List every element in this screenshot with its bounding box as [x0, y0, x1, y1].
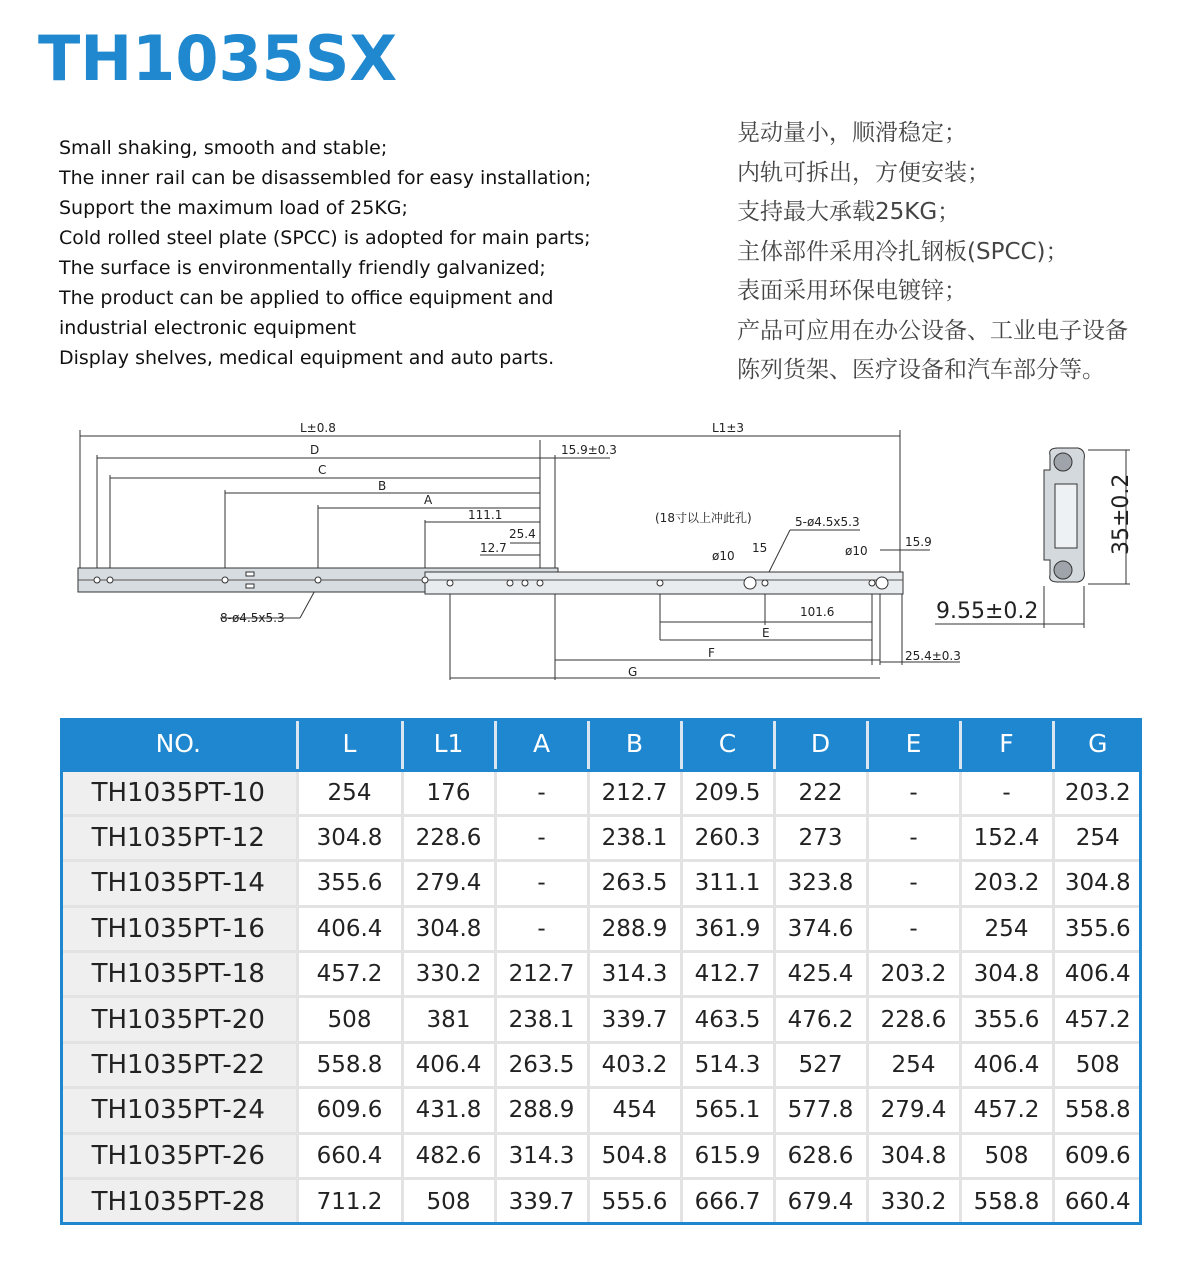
- feature-cn: 内轨可拆出，方便安装；: [737, 159, 990, 186]
- feature-en: The product can be applied to office equipment and: [59, 287, 554, 309]
- value-cell: 176: [402, 770, 495, 815]
- value-cell: 406.4: [1053, 952, 1141, 997]
- value-cell: -: [867, 861, 960, 906]
- value-cell: 254: [1053, 815, 1141, 860]
- value-cell: 355.6: [1053, 906, 1141, 951]
- value-cell: -: [867, 906, 960, 951]
- feature-cn: 主体部件采用冷扎钢板(SPCC)；: [737, 238, 1069, 265]
- feature-en: industrial electronic equipment: [59, 317, 357, 339]
- value-cell: 304.8: [960, 952, 1053, 997]
- dim-15-9-a: 15.9±0.3: [561, 443, 617, 457]
- table-row: [61, 1042, 1141, 1087]
- value-cell: -: [495, 906, 588, 951]
- value-cell: 454: [588, 1088, 681, 1133]
- dim-15-9-b: 15.9: [905, 535, 932, 549]
- value-cell: 374.6: [774, 906, 867, 951]
- dim-phi10-a: ø10: [712, 549, 735, 563]
- header-d: D: [774, 719, 867, 770]
- value-cell: 203.2: [960, 861, 1053, 906]
- value-cell: 508: [402, 1179, 495, 1224]
- model-cell: TH1035PT-12: [61, 815, 297, 860]
- value-cell: -: [495, 815, 588, 860]
- value-cell: 482.6: [402, 1133, 495, 1178]
- value-cell: 254: [960, 906, 1053, 951]
- value-cell: 288.9: [588, 906, 681, 951]
- value-cell: 666.7: [681, 1179, 774, 1224]
- value-cell: 228.6: [402, 815, 495, 860]
- table-row: [61, 1179, 1141, 1224]
- dim-L1: L1±3: [712, 421, 745, 435]
- value-cell: -: [867, 815, 960, 860]
- value-cell: 406.4: [960, 1042, 1053, 1087]
- value-cell: 431.8: [402, 1088, 495, 1133]
- feature-cn: 陈列货架、医疗设备和汽车部分等。: [737, 357, 1105, 383]
- header-a: A: [495, 719, 588, 770]
- value-cell: 425.4: [774, 952, 867, 997]
- model-cell: TH1035PT-24: [61, 1088, 297, 1133]
- header-g: G: [1053, 719, 1141, 770]
- table-row: [61, 1088, 1141, 1133]
- model-cell: TH1035PT-28: [61, 1179, 297, 1224]
- value-cell: 279.4: [402, 861, 495, 906]
- header-e: E: [867, 719, 960, 770]
- features-chinese: [737, 114, 1197, 391]
- value-cell: 263.5: [495, 1042, 588, 1087]
- table-header-row: [61, 719, 1141, 770]
- feature-en: Display shelves, medical equipment and auto parts.: [59, 347, 555, 369]
- value-cell: 304.8: [402, 906, 495, 951]
- spec-table: [61, 719, 1141, 1224]
- header-l1: L1: [402, 719, 495, 770]
- dim-101-6: 101.6: [800, 605, 835, 619]
- dim-F: F: [708, 646, 715, 660]
- feature-cn: 晃动量小，顺滑稳定；: [737, 120, 967, 146]
- dim-111-1: 111.1: [468, 508, 503, 522]
- value-cell: -: [495, 861, 588, 906]
- dim-width: 9.55±0.2: [936, 599, 1039, 624]
- model-cell: TH1035PT-20: [61, 997, 297, 1042]
- dim-D: D: [310, 443, 320, 457]
- value-cell: 238.1: [495, 997, 588, 1042]
- value-cell: 279.4: [867, 1088, 960, 1133]
- value-cell: 508: [1053, 1042, 1141, 1087]
- dim-8-holes: 8-ø4.5x5.3: [220, 611, 285, 625]
- dim-5-holes: 5-ø4.5x5.3: [795, 515, 860, 529]
- note-18in: (18寸以上冲此孔): [655, 511, 752, 525]
- dim-L: L±0.8: [300, 421, 336, 435]
- table-row: [61, 1133, 1141, 1178]
- value-cell: 314.3: [588, 952, 681, 997]
- value-cell: 330.2: [867, 1179, 960, 1224]
- dim-G: G: [628, 665, 638, 679]
- dim-height: 35±0.2: [1109, 473, 1134, 555]
- value-cell: 260.3: [681, 815, 774, 860]
- header-no: NO.: [61, 719, 297, 770]
- table-row: [61, 906, 1141, 951]
- feature-cn: 产品可应用在办公设备、工业电子设备: [737, 317, 1128, 344]
- value-cell: 355.6: [297, 861, 402, 906]
- table-row: [61, 815, 1141, 860]
- value-cell: 609.6: [1053, 1133, 1141, 1178]
- product-title: TH1035SX: [38, 22, 398, 95]
- header-l: L: [297, 719, 402, 770]
- header-b: B: [588, 719, 681, 770]
- value-cell: 152.4: [960, 815, 1053, 860]
- feature-en: Small shaking, smooth and stable;: [59, 137, 388, 159]
- value-cell: -: [495, 770, 588, 815]
- value-cell: 314.3: [495, 1133, 588, 1178]
- table-row: [61, 861, 1141, 906]
- value-cell: 457.2: [1053, 997, 1141, 1042]
- value-cell: 212.7: [495, 952, 588, 997]
- value-cell: 238.1: [588, 815, 681, 860]
- value-cell: 660.4: [297, 1133, 402, 1178]
- value-cell: 508: [297, 997, 402, 1042]
- value-cell: 263.5: [588, 861, 681, 906]
- value-cell: -: [867, 770, 960, 815]
- value-cell: 558.8: [297, 1042, 402, 1087]
- feature-en: Cold rolled steel plate (SPCC) is adopted for main parts;: [59, 227, 591, 249]
- model-cell: TH1035PT-16: [61, 906, 297, 951]
- value-cell: 288.9: [495, 1088, 588, 1133]
- value-cell: 679.4: [774, 1179, 867, 1224]
- value-cell: 463.5: [681, 997, 774, 1042]
- value-cell: 381: [402, 997, 495, 1042]
- dim-phi10-b: ø10: [845, 544, 868, 558]
- value-cell: 222: [774, 770, 867, 815]
- value-cell: 339.7: [495, 1179, 588, 1224]
- value-cell: 406.4: [297, 906, 402, 951]
- feature-en: The inner rail can be disassembled for easy installation;: [59, 167, 592, 189]
- value-cell: 355.6: [960, 997, 1053, 1042]
- value-cell: 273: [774, 815, 867, 860]
- value-cell: 203.2: [867, 952, 960, 997]
- value-cell: 558.8: [960, 1179, 1053, 1224]
- value-cell: 628.6: [774, 1133, 867, 1178]
- model-cell: TH1035PT-10: [61, 770, 297, 815]
- header-c: C: [681, 719, 774, 770]
- feature-cn: 表面采用环保电镀锌；: [737, 278, 967, 304]
- value-cell: 565.1: [681, 1088, 774, 1133]
- value-cell: 209.5: [681, 770, 774, 815]
- value-cell: 615.9: [681, 1133, 774, 1178]
- dim-E: E: [762, 626, 770, 640]
- dim-25-4: 25.4: [509, 527, 536, 541]
- value-cell: 514.3: [681, 1042, 774, 1087]
- value-cell: -: [960, 770, 1053, 815]
- value-cell: 254: [867, 1042, 960, 1087]
- value-cell: 339.7: [588, 997, 681, 1042]
- technical-drawing: [0, 400, 1200, 700]
- value-cell: 311.1: [681, 861, 774, 906]
- header-f: F: [960, 719, 1053, 770]
- value-cell: 577.8: [774, 1088, 867, 1133]
- feature-en: The surface is environmentally friendly galvanized;: [59, 257, 546, 279]
- value-cell: 609.6: [297, 1088, 402, 1133]
- value-cell: 711.2: [297, 1179, 402, 1224]
- model-cell: TH1035PT-14: [61, 861, 297, 906]
- table-row: [61, 770, 1141, 815]
- table-row: [61, 997, 1141, 1042]
- dim-C: C: [318, 463, 327, 477]
- value-cell: 403.2: [588, 1042, 681, 1087]
- value-cell: 457.2: [960, 1088, 1053, 1133]
- value-cell: 508: [960, 1133, 1053, 1178]
- value-cell: 228.6: [867, 997, 960, 1042]
- value-cell: 412.7: [681, 952, 774, 997]
- table-row: [61, 952, 1141, 997]
- value-cell: 203.2: [1053, 770, 1141, 815]
- dim-B: B: [378, 479, 387, 493]
- dim-A: A: [424, 493, 433, 507]
- value-cell: 476.2: [774, 997, 867, 1042]
- value-cell: 304.8: [867, 1133, 960, 1178]
- model-cell: TH1035PT-26: [61, 1133, 297, 1178]
- value-cell: 304.8: [297, 815, 402, 860]
- dim-12-7: 12.7: [480, 541, 507, 555]
- dim-25-4-b: 25.4±0.3: [905, 649, 961, 663]
- value-cell: 212.7: [588, 770, 681, 815]
- features-english: [59, 133, 699, 373]
- value-cell: 254: [297, 770, 402, 815]
- dim-15: 15: [752, 541, 768, 555]
- value-cell: 304.8: [1053, 861, 1141, 906]
- feature-cn: 支持最大承载25KG；: [737, 199, 961, 225]
- value-cell: 527: [774, 1042, 867, 1087]
- value-cell: 330.2: [402, 952, 495, 997]
- value-cell: 406.4: [402, 1042, 495, 1087]
- value-cell: 457.2: [297, 952, 402, 997]
- value-cell: 558.8: [1053, 1088, 1141, 1133]
- model-cell: TH1035PT-18: [61, 952, 297, 997]
- value-cell: 323.8: [774, 861, 867, 906]
- value-cell: 361.9: [681, 906, 774, 951]
- value-cell: 555.6: [588, 1179, 681, 1224]
- value-cell: 660.4: [1053, 1179, 1141, 1224]
- value-cell: 504.8: [588, 1133, 681, 1178]
- model-cell: TH1035PT-22: [61, 1042, 297, 1087]
- feature-en: Support the maximum load of 25KG;: [59, 197, 408, 219]
